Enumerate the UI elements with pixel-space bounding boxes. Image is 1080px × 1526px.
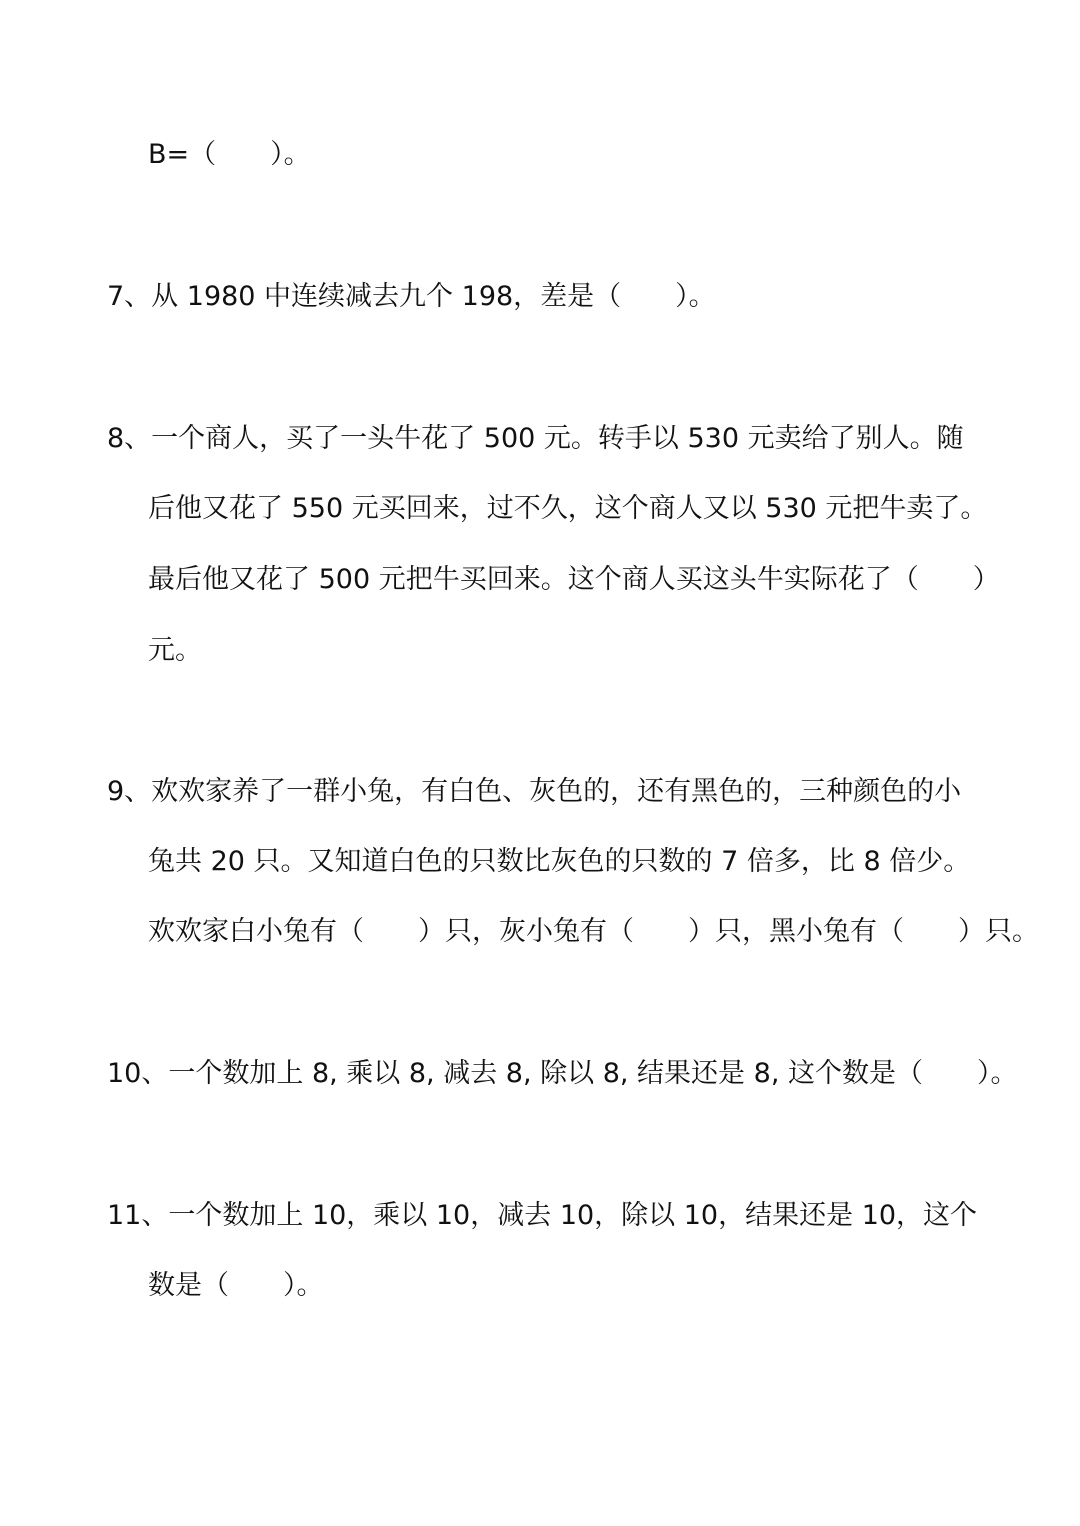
question-9-line-1: 9、欢欢家养了一群小兔，有白色、灰色的，还有黑色的，三种颜色的小 [107,776,962,807]
question-8-line-3: 最后他又花了 500 元把牛买回来。这个商人买这头牛实际花了（ ） [148,564,1000,595]
question-11-line-2: 数是（ ）。 [148,1270,324,1301]
question-9-line-2: 兔共 20 只。又知道白色的只数比灰色的只数的 7 倍多，比 8 倍少。 [148,846,971,877]
question-10: 10、一个数加上 8, 乘以 8, 减去 8, 除以 8, 结果还是 8, 这个数是（ ）。 [107,1058,1018,1089]
question-9-line-3: 欢欢家白小兔有（ ）只，灰小兔有（ ）只，黑小兔有（ ）只。 [148,916,1039,947]
question-8-line-4: 元。 [148,635,202,666]
question-7: 7、从 1980 中连续减去九个 198，差是（ ）。 [107,281,716,312]
question-8-line-1: 8、一个商人，买了一头牛花了 500 元。转手以 530 元卖给了别人。随 [107,423,964,454]
question-8-line-2: 后他又花了 550 元买回来，过不久，这个商人又以 530 元把牛卖了。 [148,493,988,524]
question-11-line-1: 11、一个数加上 10，乘以 10，减去 10，除以 10，结果还是 10，这个 [107,1200,978,1231]
question-6-tail: B=（ ）。 [148,139,311,170]
